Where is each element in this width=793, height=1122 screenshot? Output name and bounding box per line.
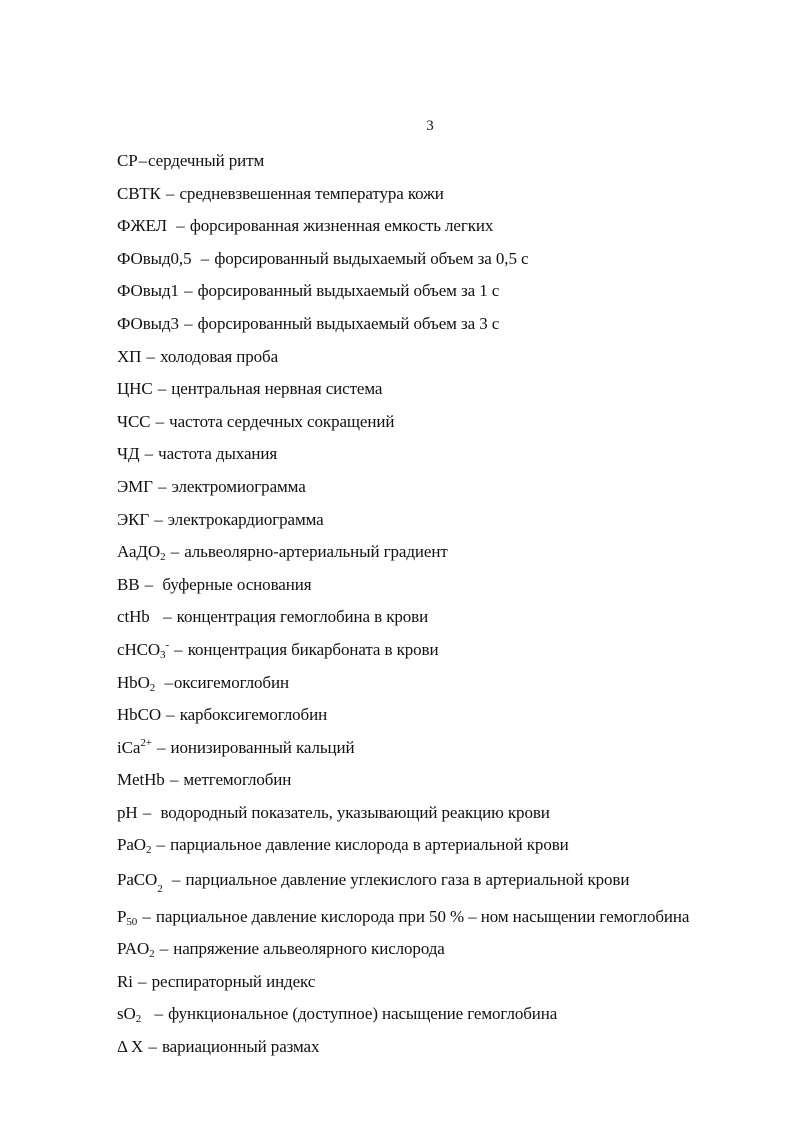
separator: –: [156, 672, 173, 692]
separator: –: [150, 607, 176, 627]
separator: –: [151, 411, 169, 431]
abbreviation-row: [117, 541, 689, 574]
definition: вариационный размах: [161, 1037, 320, 1057]
abbreviation-subscript: 2: [145, 844, 152, 857]
definition: электромиограмма: [171, 476, 306, 496]
definition: форсированный выдыхаемый объем за 1 с: [197, 281, 500, 301]
abbreviation: СР: [117, 151, 138, 170]
definition: частота сердечных сокращений: [169, 411, 395, 431]
abbreviation: PaO: [117, 835, 146, 855]
abbreviation-row: [117, 313, 689, 346]
definition: карбоксигемоглобин: [179, 705, 328, 725]
abbreviation-row: [117, 737, 689, 770]
abbreviation-row: [117, 411, 689, 444]
separator: –: [133, 971, 151, 991]
abbreviation-row: [117, 443, 689, 476]
separator: –: [163, 870, 185, 890]
abbreviation: HbO: [117, 672, 150, 692]
abbreviation: PaCO: [117, 870, 158, 890]
abbreviation-superscript: -: [165, 638, 170, 651]
separator: –: [153, 476, 171, 496]
definition: концентрация бикарбоната в крови: [187, 639, 439, 659]
abbreviation-row: [117, 509, 689, 542]
abbreviation-row: [117, 834, 689, 867]
separator: –: [166, 542, 184, 562]
abbreviation: ФЖЕЛ: [117, 216, 167, 236]
abbreviation-row: [117, 248, 689, 281]
abbreviation-subscript: 2: [157, 883, 163, 896]
separator: –: [150, 509, 167, 529]
abbreviation: cHCO: [117, 639, 161, 659]
abbreviation-row: [117, 378, 689, 411]
definition: парциальное давление углекислого газа в артериальной крови: [185, 870, 630, 890]
abbreviation-subscript: 2: [149, 948, 155, 961]
abbreviation-subscript: 2: [135, 1013, 142, 1026]
abbreviation: ХП: [117, 346, 142, 366]
abbreviation: ЭКГ: [117, 509, 150, 529]
separator: –: [152, 737, 170, 757]
abbreviation: СВТК: [117, 183, 161, 203]
abbreviation-subscript: 3: [160, 648, 166, 661]
definition: форсированный выдыхаемый объем за 0,5 с: [214, 248, 529, 268]
abbreviation: iCa: [117, 737, 141, 757]
abbreviation-row: [117, 280, 689, 313]
abbreviation-row: [117, 574, 689, 607]
separator: –: [142, 346, 160, 366]
abbreviation-subscript: 50: [126, 915, 138, 928]
definition: водородный показатель, указывающий реакцию крови: [160, 802, 550, 822]
abbreviation-row: [117, 183, 689, 216]
separator: –: [170, 639, 187, 659]
separator: –: [179, 313, 197, 333]
abbreviation: Ri: [117, 971, 133, 991]
definition: альвеолярно-артериальный градиент: [184, 542, 448, 562]
abbreviation-row: [117, 150, 689, 183]
abbreviation-row: [117, 215, 689, 248]
abbreviation: Δ X: [117, 1037, 144, 1057]
separator: –: [153, 379, 171, 399]
abbreviation: ВВ: [117, 574, 140, 594]
abbreviation-row: [117, 606, 689, 639]
abbreviation: ЧСС: [117, 411, 151, 431]
abbreviation-row: [117, 971, 689, 1004]
definition: форсированный выдыхаемый объем за 3 с: [197, 313, 500, 333]
abbreviation: ЦНС: [117, 379, 153, 399]
definition: частота дыхания: [158, 444, 278, 464]
abbreviation: ФОвыд0,5: [117, 248, 192, 268]
definition: холодовая проба: [160, 346, 279, 366]
abbreviation-row: [117, 1036, 689, 1069]
definition: респираторный индекс: [151, 971, 316, 991]
definition: форсированная жизненная емкость легких: [189, 216, 494, 236]
abbreviation: PAO: [117, 939, 150, 959]
definition: средневзвешенная температура кожи: [179, 183, 444, 203]
abbreviation-row: [117, 639, 689, 672]
abbreviation: HbCO: [117, 705, 161, 725]
definition: парциальное давление кислорода в артериальной крови: [170, 835, 569, 855]
separator: –: [155, 939, 173, 959]
abbreviation: ЭМГ: [117, 476, 153, 496]
definition: ионизированный кальций: [170, 737, 355, 757]
abbreviation: sO: [117, 1004, 136, 1024]
separator: –: [179, 281, 197, 301]
separator: –: [144, 1037, 161, 1057]
abbreviation: pH: [117, 802, 138, 822]
abbreviation-row: [117, 476, 689, 509]
separator: –: [138, 906, 155, 926]
definition: функциональное (доступное) насыщение гемоглобина: [168, 1004, 558, 1024]
separator: –: [142, 1004, 168, 1024]
abbreviation: АаДО: [117, 542, 161, 562]
page-number: 3: [426, 118, 434, 134]
definition: электрокардиограмма: [167, 509, 324, 529]
abbreviation: ЧД: [117, 444, 140, 464]
abbreviation-row: [117, 938, 689, 971]
definition: центральная нервная система: [171, 379, 383, 399]
separator: –: [161, 183, 179, 203]
abbreviation: ctHb: [117, 607, 150, 627]
definition: оксигемоглобин: [173, 672, 289, 692]
abbreviation-row: [117, 867, 689, 902]
abbreviation: ФОвыд1: [117, 281, 179, 301]
separator: –: [140, 444, 158, 464]
abbreviation-row: [117, 802, 689, 835]
abbreviation-row: [117, 1003, 689, 1036]
abbreviation-row: [117, 704, 689, 737]
abbreviation-row: [117, 346, 689, 379]
separator: –: [192, 248, 214, 268]
definition: буферные основания: [162, 574, 312, 594]
definition: концентрация гемоглобина в крови: [176, 607, 429, 627]
definition: сердечный ритм: [148, 151, 265, 170]
separator: –: [140, 574, 162, 594]
abbreviation-subscript: 2: [160, 551, 166, 564]
separator: –: [138, 802, 160, 822]
separator: –: [138, 151, 147, 170]
abbreviation-superscript: 2+: [140, 736, 152, 749]
abbreviation-subscript: 2: [149, 681, 156, 694]
definition: напряжение альвеолярного кислорода: [173, 939, 445, 959]
abbreviation: P: [117, 906, 127, 926]
abbreviation-row: [117, 769, 689, 802]
separator: –: [162, 705, 179, 725]
abbreviation: MetHb: [117, 770, 165, 790]
separator: –: [167, 216, 189, 236]
definition: метгемоглобин: [183, 770, 292, 790]
abbreviation-list: [117, 150, 689, 1069]
abbreviation-row: [117, 672, 689, 705]
definition: парциальное давление кислорода при 50 % – ном насыщении гемоглобина: [155, 906, 690, 926]
separator: –: [165, 770, 183, 790]
abbreviation-row: [117, 902, 689, 939]
abbreviation: ФОвыд3: [117, 313, 179, 333]
separator: –: [152, 835, 170, 855]
